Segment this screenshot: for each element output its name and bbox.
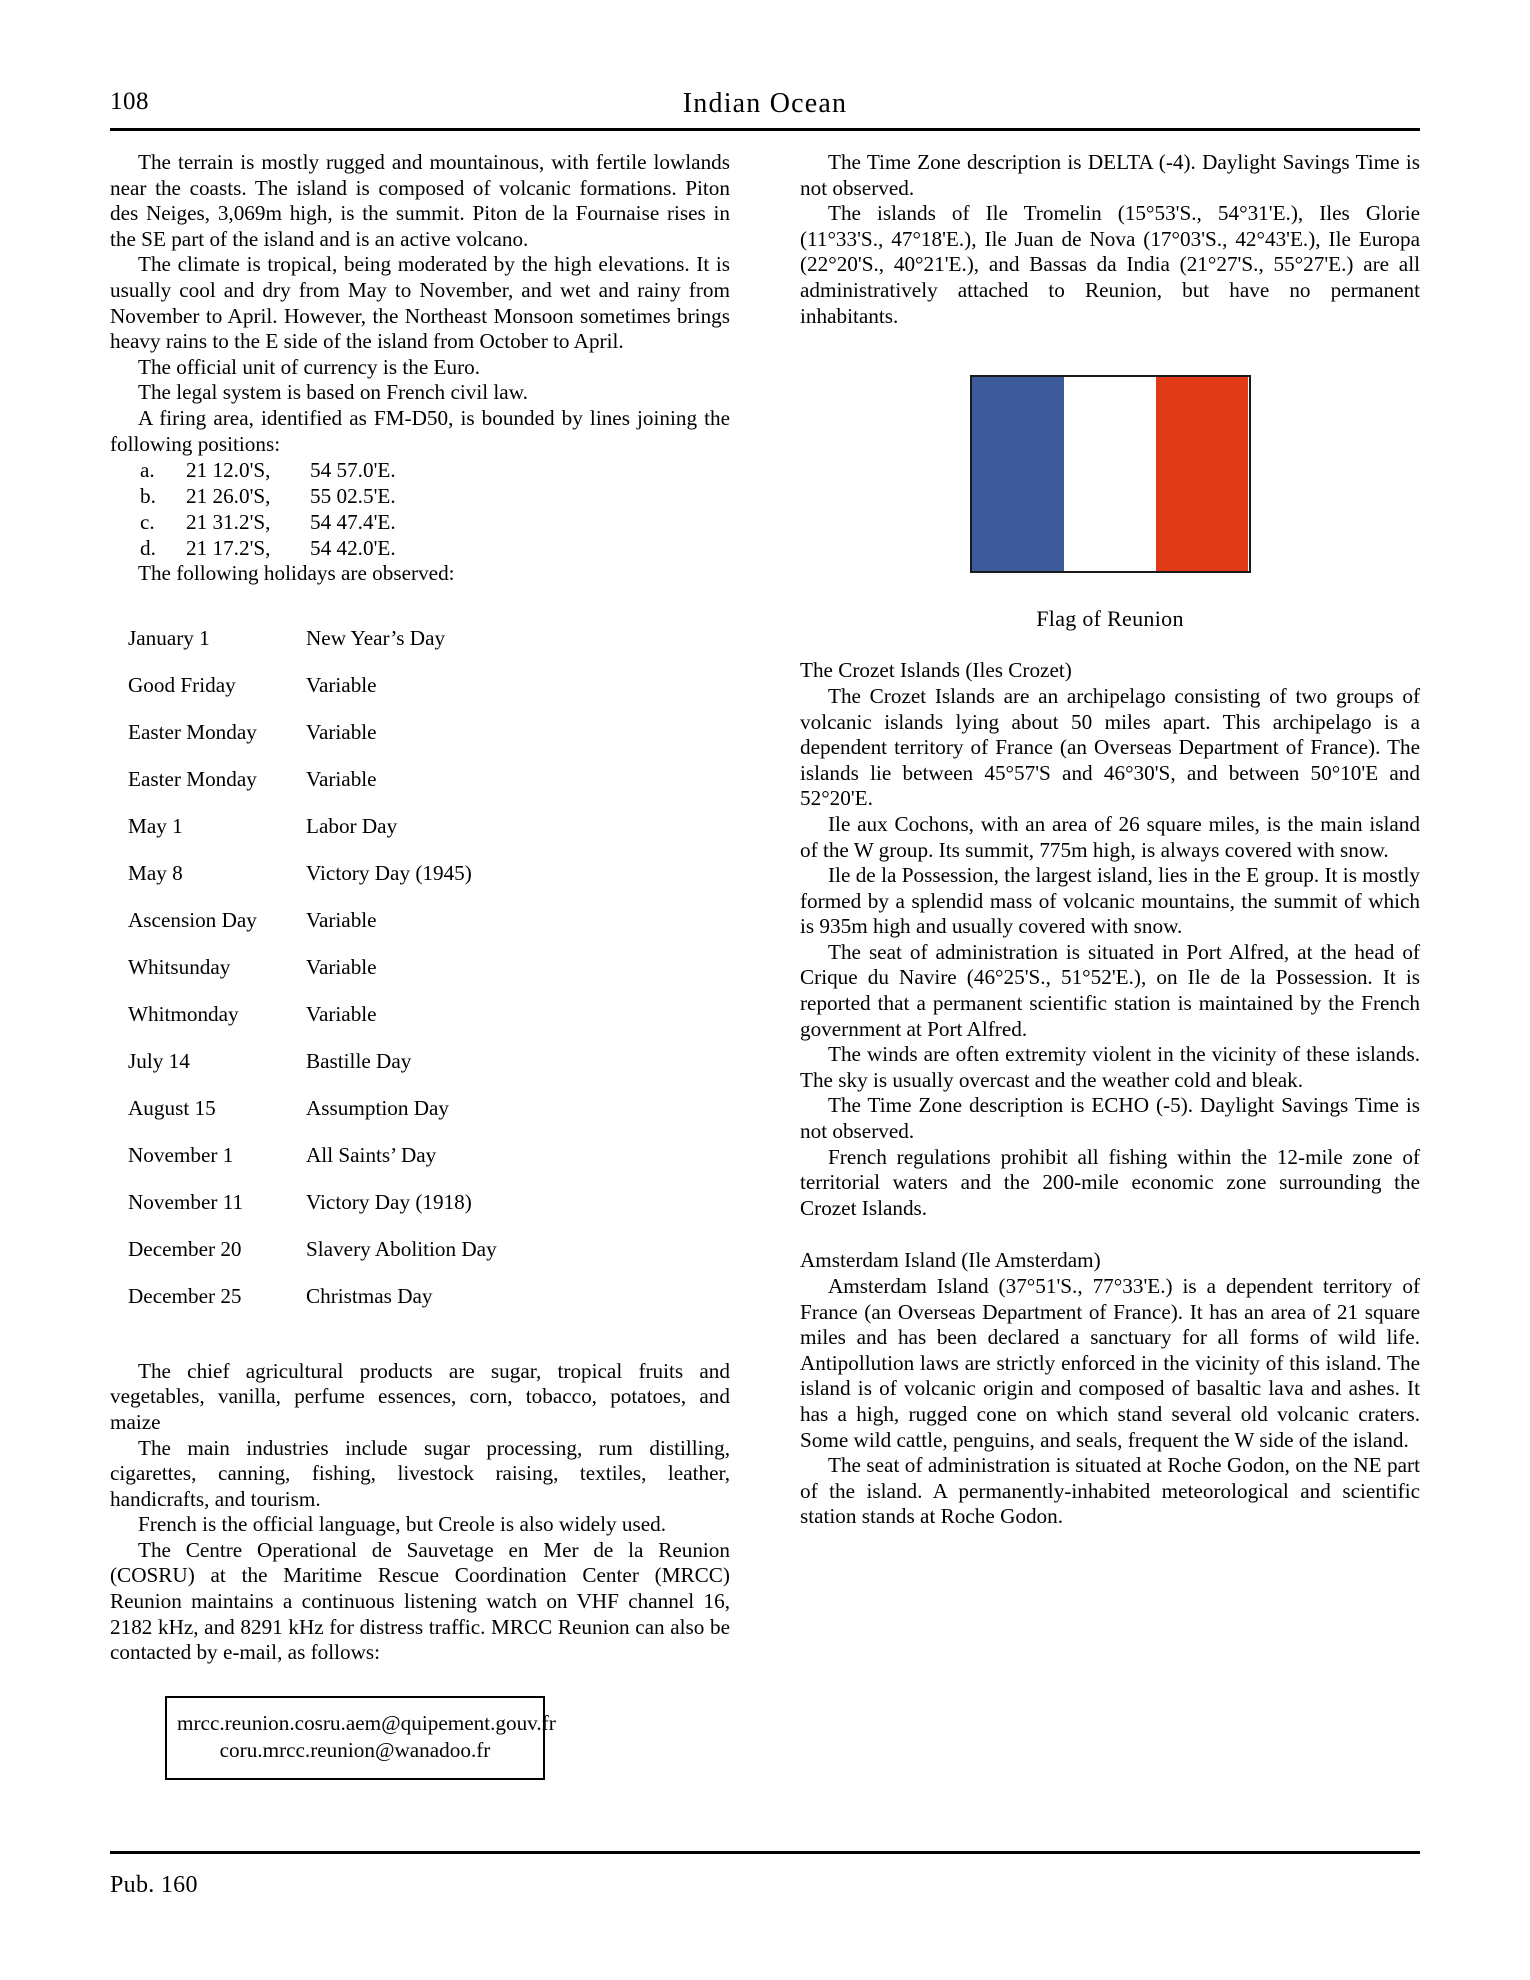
paragraph-ile-de-la-possession: Ile de la Possession, the largest island, lies in the E group. It is mostly formed by a splendid mass of volcanic mountains, the summit of which is 935m high and usually covered with snow. bbox=[800, 863, 1420, 939]
left-column bbox=[110, 150, 730, 1780]
email-address-box bbox=[165, 1696, 556, 1780]
flag-band-white bbox=[1064, 377, 1156, 571]
holiday-name: Victory Day (1945) bbox=[306, 860, 472, 885]
holiday-date: August 15 bbox=[128, 1095, 216, 1120]
section-heading-crozet-islands: The Crozet Islands (Iles Crozet) bbox=[800, 658, 1072, 683]
paragraph-agricultural-products: The chief agricultural products are sugar, tropical fruits and vegetables, vanilla, perfume essences, corn, tobacco, potatoes, and maize bbox=[110, 1358, 730, 1434]
position-longitude: 54 57.0'E. bbox=[310, 458, 396, 483]
holiday-date: December 25 bbox=[128, 1283, 242, 1308]
header-rule bbox=[110, 128, 1420, 131]
holiday-date: Whitmonday bbox=[128, 1001, 239, 1026]
paragraph-firing-area: A firing area, identified as FM-D50, is bounded by lines joining the following positions: bbox=[110, 405, 730, 456]
position-label: c. bbox=[140, 510, 155, 535]
holiday-date: May 1 bbox=[128, 813, 183, 838]
paragraph-crozet-fishing-regulations: French regulations prohibit all fishing within the 12-mile zone of territorial waters and the 200-mile economic zone surrounding the Crozet Islands. bbox=[800, 1144, 1420, 1220]
footer-rule bbox=[110, 1851, 1420, 1854]
holiday-date: January 1 bbox=[128, 625, 210, 650]
table-row bbox=[110, 627, 730, 674]
paragraph-terrain: The terrain is mostly rugged and mountainous, with fertile lowlands near the coasts. The island is composed of volcanic formations. Piton des Neiges, 3,069m high, is the summit. Piton de la Fournaise rises in the SE part of the island and is an active volcano. bbox=[110, 150, 730, 251]
table-row bbox=[110, 1097, 730, 1144]
spacer bbox=[800, 631, 1420, 658]
table-row bbox=[110, 768, 730, 815]
paragraph-holidays-intro: The following holidays are observed: bbox=[138, 561, 455, 586]
holiday-date: Ascension Day bbox=[128, 907, 257, 932]
paragraph-legal-system: The legal system is based on French civil law. bbox=[138, 380, 528, 405]
table-row bbox=[110, 674, 730, 721]
list-item bbox=[110, 535, 730, 561]
holidays-table bbox=[110, 627, 730, 1332]
flag-figure bbox=[800, 375, 1420, 631]
paragraph-time-zone: The Time Zone description is DELTA (-4). Daylight Savings Time is not observed. bbox=[800, 150, 1420, 200]
position-label: b. bbox=[140, 484, 156, 509]
page-header bbox=[110, 88, 1420, 128]
position-latitude: 21 12.0'S, bbox=[186, 458, 271, 483]
holiday-name: Assumption Day bbox=[306, 1095, 450, 1120]
position-latitude: 21 26.0'S, bbox=[186, 484, 271, 509]
position-longitude: 55 02.5'E. bbox=[310, 484, 396, 509]
holiday-date: Good Friday bbox=[128, 672, 236, 697]
flag-band-red bbox=[1156, 377, 1248, 571]
holiday-date: Whitsunday bbox=[128, 954, 231, 979]
holiday-name: Variable bbox=[306, 766, 377, 791]
spacer bbox=[110, 1332, 730, 1359]
paragraph-language: French is the official language, but Creole is also widely used. bbox=[138, 1512, 666, 1537]
holiday-date: May 8 bbox=[128, 860, 183, 885]
holiday-name: New Year’s Day bbox=[306, 625, 446, 650]
flag-of-reunion-image bbox=[970, 375, 1251, 573]
list-item bbox=[110, 483, 730, 509]
holiday-name: Slavery Abolition Day bbox=[306, 1236, 497, 1261]
page-number: 108 bbox=[110, 88, 149, 115]
table-row bbox=[110, 815, 730, 862]
list-item bbox=[110, 509, 730, 535]
holiday-name: Christmas Day bbox=[306, 1283, 433, 1308]
position-longitude: 54 47.4'E. bbox=[310, 510, 396, 535]
holiday-date: Easter Monday bbox=[128, 719, 257, 744]
holiday-date: December 20 bbox=[128, 1236, 242, 1261]
table-row bbox=[110, 909, 730, 956]
holiday-name: Variable bbox=[306, 1001, 377, 1026]
spacer bbox=[800, 1221, 1420, 1248]
holiday-name: Victory Day (1918) bbox=[306, 1189, 472, 1214]
holiday-date: November 1 bbox=[128, 1142, 234, 1167]
table-row bbox=[110, 1003, 730, 1050]
position-latitude: 21 31.2'S, bbox=[186, 510, 271, 535]
email-address-secondary: coru.mrcc.reunion@wanadoo.fr bbox=[219, 1737, 491, 1762]
holiday-name: Variable bbox=[306, 907, 377, 932]
list-item bbox=[110, 457, 730, 483]
holiday-name: Labor Day bbox=[306, 813, 398, 838]
table-row bbox=[110, 1238, 730, 1285]
position-label: d. bbox=[140, 536, 156, 561]
holiday-name: All Saints’ Day bbox=[306, 1142, 437, 1167]
holiday-name: Bastille Day bbox=[306, 1048, 412, 1073]
email-address-primary: mrcc.reunion.cosru.aem@quipement.gouv.fr bbox=[177, 1710, 556, 1735]
book-title: Indian Ocean bbox=[682, 88, 848, 119]
position-label: a. bbox=[140, 458, 155, 483]
flag-band-blue bbox=[972, 377, 1064, 571]
table-row bbox=[110, 1285, 730, 1332]
holiday-date: November 11 bbox=[128, 1189, 244, 1214]
flag-caption: Flag of Reunion bbox=[1036, 605, 1184, 631]
paragraph-crozet-winds: The winds are often extremity violent in the vicinity of these islands. The sky is usually overcast and the weather cold and bleak. bbox=[800, 1042, 1420, 1092]
table-row bbox=[110, 1144, 730, 1191]
paragraph-currency: The official unit of currency is the Euro. bbox=[138, 354, 481, 379]
table-row bbox=[110, 862, 730, 909]
footer-publication: Pub. 160 bbox=[110, 1872, 198, 1898]
position-latitude: 21 17.2'S, bbox=[186, 536, 271, 561]
paragraph-climate: The climate is tropical, being moderated by the high elevations. It is usually cool and dry from May to November, and wet and rainy from November to April. However, the Northeast Monsoon sometimes brings heavy rains to the E side of the island from October to April. bbox=[110, 252, 730, 354]
table-row bbox=[110, 956, 730, 1003]
holiday-name: Variable bbox=[306, 672, 377, 697]
paragraph-industries: The main industries include sugar processing, rum distilling, cigarettes, canning, fishing, livestock raising, textiles, leather, handicrafts, and tourism. bbox=[110, 1435, 730, 1511]
section-heading-amsterdam-island: Amsterdam Island (Ile Amsterdam) bbox=[800, 1248, 1101, 1273]
table-row bbox=[110, 721, 730, 768]
paragraph-roche-godon: The seat of administration is situated at Roche Godon, on the NE part of the island. A permanently-inhabited meteorological and scientific station stands at Roche Godon. bbox=[800, 1453, 1420, 1529]
firing-area-position-list bbox=[110, 457, 730, 561]
right-column bbox=[800, 150, 1420, 1530]
spacer bbox=[110, 587, 730, 627]
holiday-date: Easter Monday bbox=[128, 766, 257, 791]
paragraph-port-alfred: The seat of administration is situated in Port Alfred, at the head of Crique du Navire (46°25'S., 51°52'E.), on Ile de la Possession. It is reported that a permanent scientific station is maintained by the French government at Port Alfred. bbox=[800, 939, 1420, 1041]
holiday-name: Variable bbox=[306, 719, 377, 744]
table-row bbox=[110, 1050, 730, 1097]
paragraph-mrcc-contact: The Centre Operational de Sauvetage en Mer de la Reunion (COSRU) at the Maritime Rescue Coordination Center (MRCC) Reunion maintains a continuous listening watch on VHF channel 16, 2182 kHz, and 8291 kHz for distress traffic. MRCC Reunion can also be contacted by e-mail, as follows: bbox=[110, 1537, 730, 1665]
paragraph-amsterdam-overview: Amsterdam Island (37°51'S., 77°33'E.) is a dependent territory of France (an Overseas Department of France). It has an area of 21 square miles and has been declared a sanctuary for all forms of wild life. Antipollution laws are strictly enforced in the vicinity of this island. The island is of volcanic origin and composed of basaltic lava and ashes. It has a high, rugged cone on which stand several old volcanic craters. Some wild cattle, penguins, and seals, frequent the W side of the island. bbox=[800, 1274, 1420, 1452]
table-row bbox=[110, 1191, 730, 1238]
holiday-name: Variable bbox=[306, 954, 377, 979]
paragraph-attached-islands: The islands of Ile Tromelin (15°53'S., 54°31'E.), Iles Glorie (11°33'S., 47°18'E.), Ile Juan de Nova (17°03'S., 42°43'E.), Ile Europa (22°20'S., 40°21'E.), and Bassas da India (21°27'S., 55°27'E.) are all administratively attached to Reunion, but have no permanent inhabitants. bbox=[800, 201, 1420, 328]
paragraph-ile-aux-cochons: Ile aux Cochons, with an area of 26 square miles, is the main island of the W group. Its summit, 775m high, is always covered with snow. bbox=[800, 811, 1420, 862]
paragraph-crozet-time-zone: The Time Zone description is ECHO (-5). Daylight Savings Time is not observed. bbox=[800, 1093, 1420, 1144]
holiday-date: July 14 bbox=[128, 1048, 190, 1073]
paragraph-crozet-overview: The Crozet Islands are an archipelago consisting of two groups of volcanic islands lying about 50 miles apart. This archipelago is a dependent territory of France (an Overseas Department of France). The islands lie between 45°57'S and 46°30'S, and between 50°10'E and 52°20'E. bbox=[800, 683, 1420, 811]
position-longitude: 54 42.0'E. bbox=[310, 536, 396, 561]
